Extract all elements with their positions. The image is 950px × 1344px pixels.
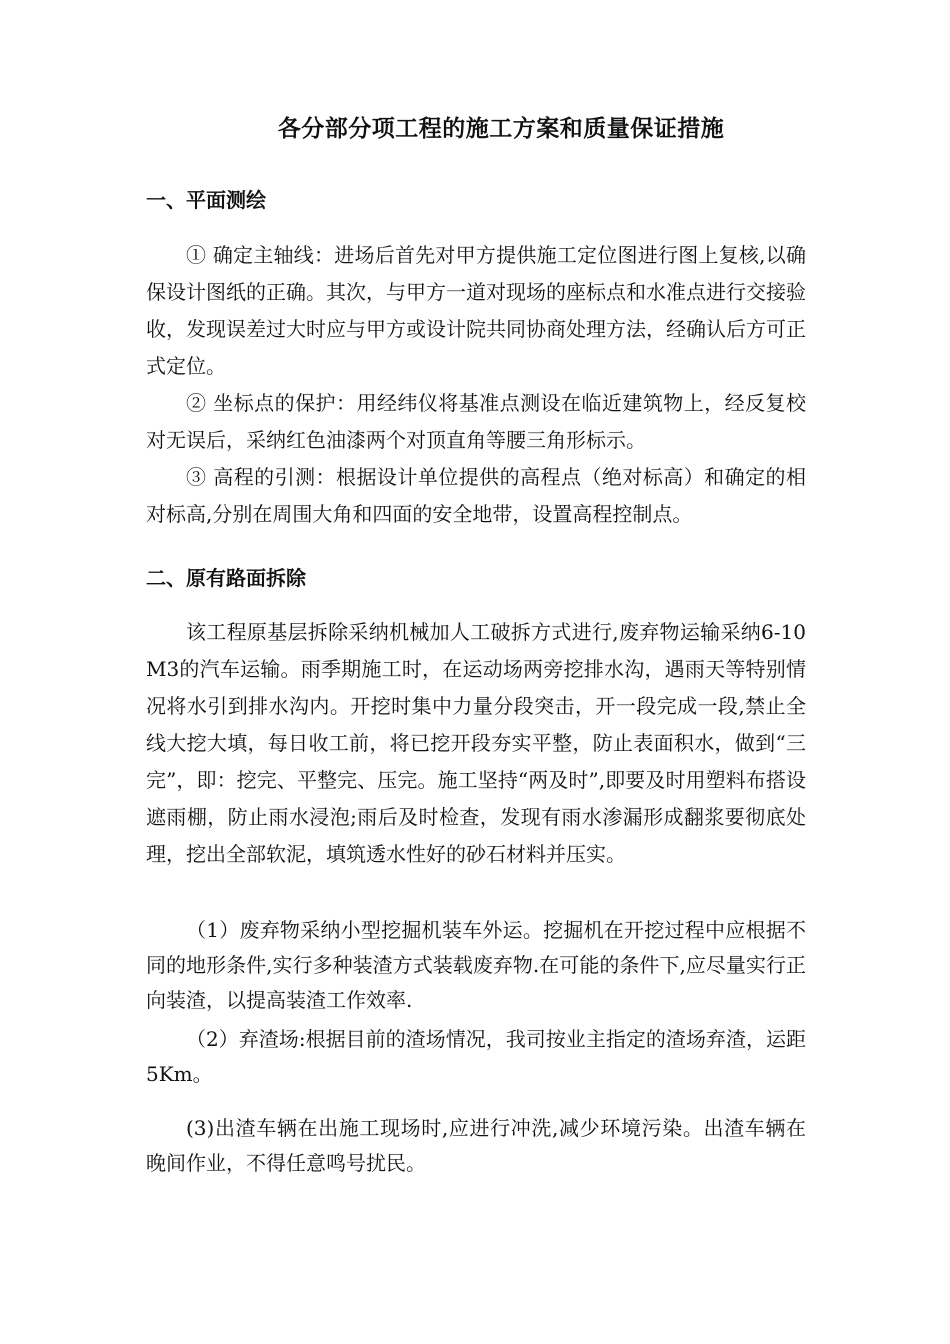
section-heading-survey: 一、平面测绘 [146,188,266,212]
section-heading-demolition: 二、原有路面拆除 [146,566,306,590]
paragraph-main-axis: ① 确定主轴线：进场后首先对甲方提供施工定位图进行图上复核,以确保设计图纸的正确。其次，与甲方一道对现场的座标点和水准点进行交接验收，发现误差过大时应与甲方或设计院共同协商处理方法，经确认后方可正式定位。 [146,243,806,378]
paragraph-waste-loading: （1）废弃物采纳小型挖掘机装车外运。挖掘机在开挖过程中应根据不同的地形条件,实行多种装渣方式装载废弃物.在可能的条件下,应尽量实行正向装渣，以提高装渣工作效率. [146,918,806,1012]
paragraph-dump-site: （2）弃渣场:根据目前的渣场情况，我司按业主指定的渣场弃渣，运距5Km。 [146,1027,806,1086]
document-title: 各分部分项工程的施工方案和质量保证措施 [277,115,725,142]
paragraph-vehicle-cleaning: (3)出渣车辆在出施工现场时,应进行冲洗,减少环境污染。出渣车辆在晚间作业，不得任意鸣号扰民。 [146,1116,806,1175]
paragraph-coordinate-protection: ② 坐标点的保护：用经纬仪将基准点测设在临近建筑物上，经反复校对无误后，采纳红色油漆两个对顶直角等腰三角形标示。 [146,391,806,452]
paragraph-elevation-survey: ③ 高程的引测：根据设计单位提供的高程点（绝对标高）和确定的相对标高,分别在周围大角和四面的安全地带，设置高程控制点。 [146,465,806,526]
paragraph-demolition-method: 该工程原基层拆除采纳机械加人工破拆方式进行,废弃物运输采纳6-10M3的汽车运输。雨季期施工时，在运动场两旁挖排水沟，遇雨天等特别情况将水引到排水沟内。开挖时集中力量分段突击，开一段完成一段,禁止全线大挖大填，每日收工前，将已挖开段夯实平整，防止表面积水，做到“三完”，即：挖完、平整完、压完。施工坚持“两及时”,即要及时用塑料布搭设遮雨棚，防止雨水浸泡;雨后及时检查，发现有雨水渗漏形成翻浆要彻底处理，挖出全部软泥，填筑透水性好的砂石材料并压实。 [146,620,806,866]
